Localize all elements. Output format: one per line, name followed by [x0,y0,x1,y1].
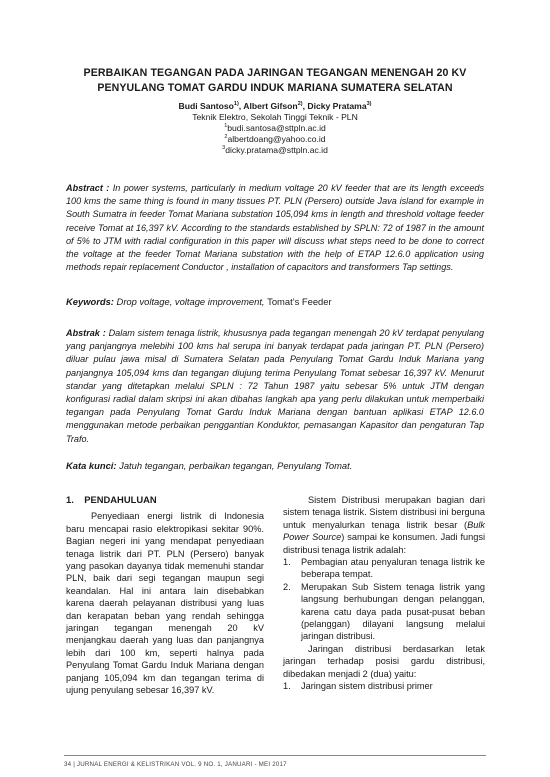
network-paragraph: Jaringan distribusi berdasarkan letak jaringan terhadap posisi gardu distribusi, dibedakan menjadi 2 (dua) yaitu: [283,643,485,679]
keywords-indonesian [66,459,484,472]
abstract-label: Abstract : [66,183,110,193]
affiliation: Teknik Elektro, Sekolah Tinggi Teknik - PLN [192,112,358,122]
abstract-english [66,182,484,274]
email-1 [60,123,490,134]
list-number: 2. [283,581,291,592]
keywords-label: Keywords: [66,296,114,307]
intro-paragraph: Penyediaan energi listrik di Indonesia baru mencapai rasio elektropikasi sekitar 90%. Bagian negeri ini yang mendapat penyediaan tenaga listrik dari PT. PLN (Persero) banyak yang pasokan dayanya tidak memenuhi standar PLN, baik dari segi tegangan maupun segi keandalan. Hal ini antara lain disebabkan karena daerah pelayanan distribusi yang luas dan kerapatan beban yang rendah sehingga jaringan tegangan menengah 20 kV menjangkau daerah yang luas dan panjangnya lebih dari 100 km, seperti halnya pada Penyulang Tomat Gardu Induk Mariana dengan panjang 105,094 km dan tegangan terima di ujung penyulang sebesar 16,397 kV. [66,511,264,696]
left-column [66,494,264,697]
email-2-text: albertdoang@yahoo.co.id [227,134,326,144]
keywords-text-2: Tomat’s Feeder [267,296,332,307]
list-text: Jaringan sistem distribusi primer [301,681,433,692]
email-3 [60,145,490,156]
paper-title [60,66,490,96]
list-number: 1. [283,681,291,692]
keywords-text: Drop voltage, voltage improvement, [113,296,268,307]
list-item [283,680,485,692]
author-names [60,101,490,112]
distribution-italic: Bulk Power Source [283,519,485,543]
author-block [60,101,490,156]
author-1: Budi Santoso [178,101,234,111]
section-heading: 1. PENDAHULUAN [66,494,157,505]
abstrak-label: Abstrak : [66,328,106,338]
footer-divider [64,755,486,756]
page-footer: 34 | JURNAL ENERGI & KELISTRIKAN VOL. 9 NO. 1, JANUARI - MEI 2017 [64,761,287,768]
kata-kunci-label: Kata kunci: [66,460,117,471]
email-1-text: budi.santosa@sttpln.ac.id [227,123,326,133]
author-sep: , [302,101,308,111]
distribution-text: Sistem Distribusi merupakan bagian dari sistem tenaga listrik. Sistem distribusi ini berguna untuk menyalurkan tenaga listrik besar ( [283,495,485,530]
list-number: 1. [283,557,291,568]
title-line-2: PENYULANG TOMAT GARDU INDUK MARIANA SUMATERA SELATAN [97,82,453,94]
author-1-sup: 1) [233,101,239,108]
author-sep: , [238,101,244,111]
kata-kunci-text: Jatuh tegangan, perbaikan tegangan, Penyulang Tomat. [116,460,353,471]
distribution-paragraph [283,494,485,556]
author-3-sup: 3) [366,101,372,108]
abstract-text: In power systems, particularly in medium voltage 20 kV feeder that are its length exceeds 100 kms the same thing is found in many tissues PT. PLN (Persero) outside Java island for example in South Sumatra in feeder Tomat Mariana substation 105,094 kms in length and threshold voltage feeder receive Tomat at 16,397 kV. According to the standards established by SPLN: 72 of 1987 in the amount of 5% to JTM with radial configuration in this paper will discuss what steps need to be done to correct the voltage at the feeder Tomat Mariana substation with the help of ETAP 12.6.0 application using methods repair replacement Conductor , installation of capacitors and transformers Tap settings. [66,183,485,273]
list-item [283,556,485,581]
email-2 [60,134,490,145]
email-1-sup: 1 [224,123,228,130]
right-column [283,494,485,693]
author-2-sup: 2) [297,101,303,108]
email-3-sup: 3 [222,145,226,152]
abstract-indonesian [66,327,484,446]
email-2-sup: 2 [224,134,228,141]
list-item [283,581,485,643]
author-3: Dicky Pratama [307,101,367,111]
title-line-1: PERBAIKAN TEGANGAN PADA JARINGAN TEGANGAN MENENGAH 20 KV [83,67,467,79]
function-list [283,556,485,643]
email-3-text: dicky.pratama@sttpln.ac.id [225,145,328,155]
abstrak-text: Dalam sistem tenaga listrik, khususnya pada tegangan menengah 20 kV terdapat penyulang yang panjangnya melebihi 100 kms hal serupa ini banyak terdapat pada jaringan PT. PLN (Persero) diluar pulau jawa misal di Sumatera Selatan pada Penyulang Tomat Gardu Induk Mariana yang panjangnya 105,094 kms dan tegangan diujung terima Penyulang Tomat sebesar 16,397 kV. Menurut standar yang ditetapkan melalui SPLN : 72 Tahun 1987 yaitu sebesar 5% untuk JTM dengan konfigurasi radial dalam skripsi ini akan dibahas langkah apa yang perlu dilakukan untuk memperbaiki tegangan pada Penyulang Tomat Gardu Induk Mariana dengan bantuan aplikasi ETAP 12.6.0 menggunakan metode perbaikan penggantian Konduktor, pemasangan Kapasitor dan pengaturan Tap Trafo. [66,328,484,444]
distribution-text-end: ) sampai ke konsumen. Jadi fungsi distribusi tenaga listrik adalah: [283,532,485,555]
list-text: Pembagian atau penyaluran tenaga listrik ke beberapa tempat. [301,557,485,580]
network-list [283,680,485,692]
keywords-english [66,295,484,308]
author-2: Albert Gifson [243,101,298,111]
list-text: Merupakan Sub Sistem tenaga listrik yang langsung berhubungan dengan pelanggan, karena catu daya pada pusat-pusat beban (pelanggan) dilayani langsung melalui jaringan distribusi. [301,581,485,642]
